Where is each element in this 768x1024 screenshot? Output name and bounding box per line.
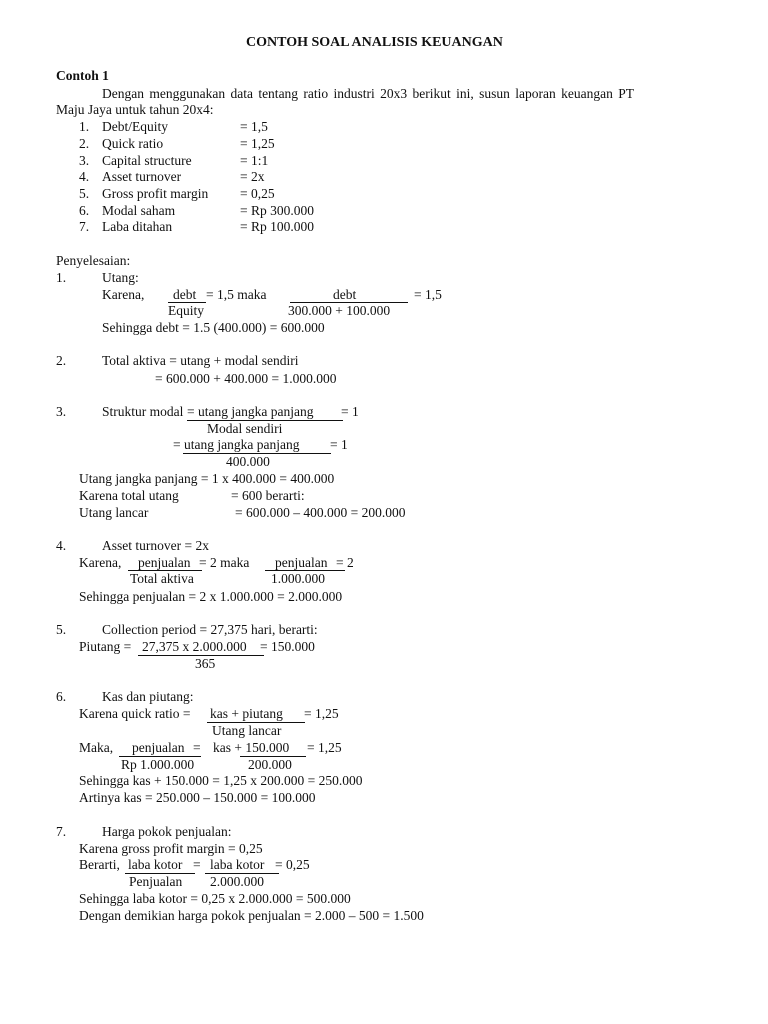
list-item-label: Capital structure: [102, 153, 192, 168]
list-item-number: 2.: [79, 136, 90, 151]
example-heading: Contoh 1: [56, 68, 109, 83]
page-title: CONTOH SOAL ANALISIS KEUANGAN: [246, 35, 503, 50]
fraction-numerator: = utang jangka panjang: [173, 437, 300, 452]
step-text: Piutang =: [79, 639, 132, 654]
fraction-numerator: penjualan: [132, 740, 185, 755]
fraction-numerator: penjualan: [275, 555, 328, 570]
step-number: 7.: [56, 824, 67, 839]
text-karena: Karena,: [79, 555, 122, 570]
equation-text: = 1: [330, 437, 348, 452]
list-item-value: = 2x: [240, 169, 265, 184]
fraction-numerator: laba kotor: [210, 857, 265, 872]
fraction-numerator: penjualan: [138, 555, 191, 570]
equation-text: = 1,5 maka: [206, 287, 267, 302]
step-text: Berarti,: [79, 857, 120, 872]
step-text: Utang jangka panjang = 1 x 400.000 = 400.000: [79, 471, 335, 486]
step-title: Asset turnover = 2x: [102, 538, 209, 553]
fraction-denominator: Equity: [168, 303, 204, 318]
step-text: Utang lancar: [79, 505, 149, 520]
step-text: Total aktiva = utang + modal sendiri: [102, 353, 299, 368]
fraction-denominator: 2.000.000: [210, 874, 264, 889]
step-text: Karena quick ratio =: [79, 706, 191, 721]
step-title: Utang:: [102, 270, 139, 285]
list-item-label: Laba ditahan: [102, 219, 173, 234]
intro-text-line-2: Maju Jaya untuk tahun 20x4:: [56, 102, 214, 117]
fraction-denominator: 1.000.000: [271, 571, 325, 586]
equation-text: =: [193, 857, 201, 872]
fraction-numerator: 27,375 x 2.000.000: [142, 639, 247, 654]
list-item-number: 1.: [79, 119, 90, 134]
list-item-value: = 1,5: [240, 119, 268, 134]
step-result: Sehingga debt = 1.5 (400.000) = 600.000: [102, 320, 325, 335]
list-item-value: = Rp 100.000: [240, 219, 314, 234]
list-item-number: 6.: [79, 203, 90, 218]
step-text: = 600.000 – 400.000 = 200.000: [235, 505, 406, 520]
step-number: 6.: [56, 689, 67, 704]
list-item-label: Gross profit margin: [102, 186, 209, 201]
step-number: 2.: [56, 353, 67, 368]
list-item-number: 3.: [79, 153, 90, 168]
equation-text: = 1,25: [304, 706, 339, 721]
intro-text-line-1: Dengan menggunakan data tentang ratio industri 20x3 berikut ini, susun laporan keuangan PT: [102, 86, 635, 101]
step-number: 3.: [56, 404, 67, 419]
equation-text: = 1,5: [414, 287, 442, 302]
fraction-numerator: = utang jangka panjang: [187, 404, 314, 419]
list-item-number: 7.: [79, 219, 90, 234]
fraction-numerator: debt: [333, 287, 357, 302]
list-item-value: = Rp 300.000: [240, 203, 314, 218]
step-number: 4.: [56, 538, 67, 553]
step-number: 1.: [56, 270, 67, 285]
list-item-label: Debt/Equity: [102, 119, 168, 134]
step-title: Collection period = 27,375 hari, berarti:: [102, 622, 318, 637]
step-title: Kas dan piutang:: [102, 689, 194, 704]
fraction-denominator: Total aktiva: [130, 571, 194, 586]
step-text: = 600.000 + 400.000 = 1.000.000: [155, 371, 337, 386]
equation-text: = 2 maka: [199, 555, 250, 570]
list-item-value: = 0,25: [240, 186, 275, 201]
list-item-label: Quick ratio: [102, 136, 164, 151]
fraction-denominator: 365: [195, 656, 216, 671]
step-text: Karena total utang: [79, 488, 179, 503]
step-text: Sehingga kas + 150.000 = 1,25 x 200.000 = 250.000: [79, 773, 363, 788]
fraction-denominator: Modal sendiri: [207, 421, 283, 436]
fraction-numerator: kas + 150.000: [213, 740, 290, 755]
step-number: 5.: [56, 622, 67, 637]
list-item-value: = 1:1: [240, 153, 269, 168]
text-karena: Karena,: [102, 287, 145, 302]
step-text: Artinya kas = 250.000 – 150.000 = 100.000: [79, 790, 316, 805]
equation-text: = 0,25: [275, 857, 310, 872]
fraction-denominator: Utang lancar: [212, 723, 282, 738]
fraction-denominator: Rp 1.000.000: [121, 757, 195, 772]
equation-text: = 150.000: [260, 639, 315, 654]
step-result: Sehingga penjualan = 2 x 1.000.000 = 2.000.000: [79, 589, 343, 604]
fraction-denominator: 300.000 + 100.000: [288, 303, 391, 318]
list-item-label: Asset turnover: [102, 169, 182, 184]
fraction-denominator: 200.000: [248, 757, 292, 772]
fraction-denominator: Penjualan: [129, 874, 183, 889]
list-item-number: 5.: [79, 186, 90, 201]
step-text: Karena gross profit margin = 0,25: [79, 841, 263, 856]
fraction-denominator: 400.000: [226, 454, 270, 469]
equation-text: = 1: [341, 404, 359, 419]
step-text: Struktur modal: [102, 404, 184, 419]
step-text: Maka,: [79, 740, 114, 755]
fraction-numerator: debt: [173, 287, 197, 302]
equation-text: =: [193, 740, 201, 755]
fraction-numerator: kas + piutang: [210, 706, 283, 721]
list-item-label: Modal saham: [102, 203, 176, 218]
list-item-number: 4.: [79, 169, 90, 184]
step-text: Sehingga laba kotor = 0,25 x 2.000.000 = 500.000: [79, 891, 351, 906]
step-title: Harga pokok penjualan:: [102, 824, 232, 839]
equation-text: = 2: [336, 555, 354, 570]
step-text: = 600 berarti:: [231, 488, 305, 503]
fraction-numerator: laba kotor: [128, 857, 183, 872]
equation-text: = 1,25: [307, 740, 342, 755]
list-item-value: = 1,25: [240, 136, 275, 151]
solution-heading: Penyelesaian:: [56, 253, 131, 268]
step-text: Dengan demikian harga pokok penjualan = 2.000 – 500 = 1.500: [79, 908, 424, 923]
